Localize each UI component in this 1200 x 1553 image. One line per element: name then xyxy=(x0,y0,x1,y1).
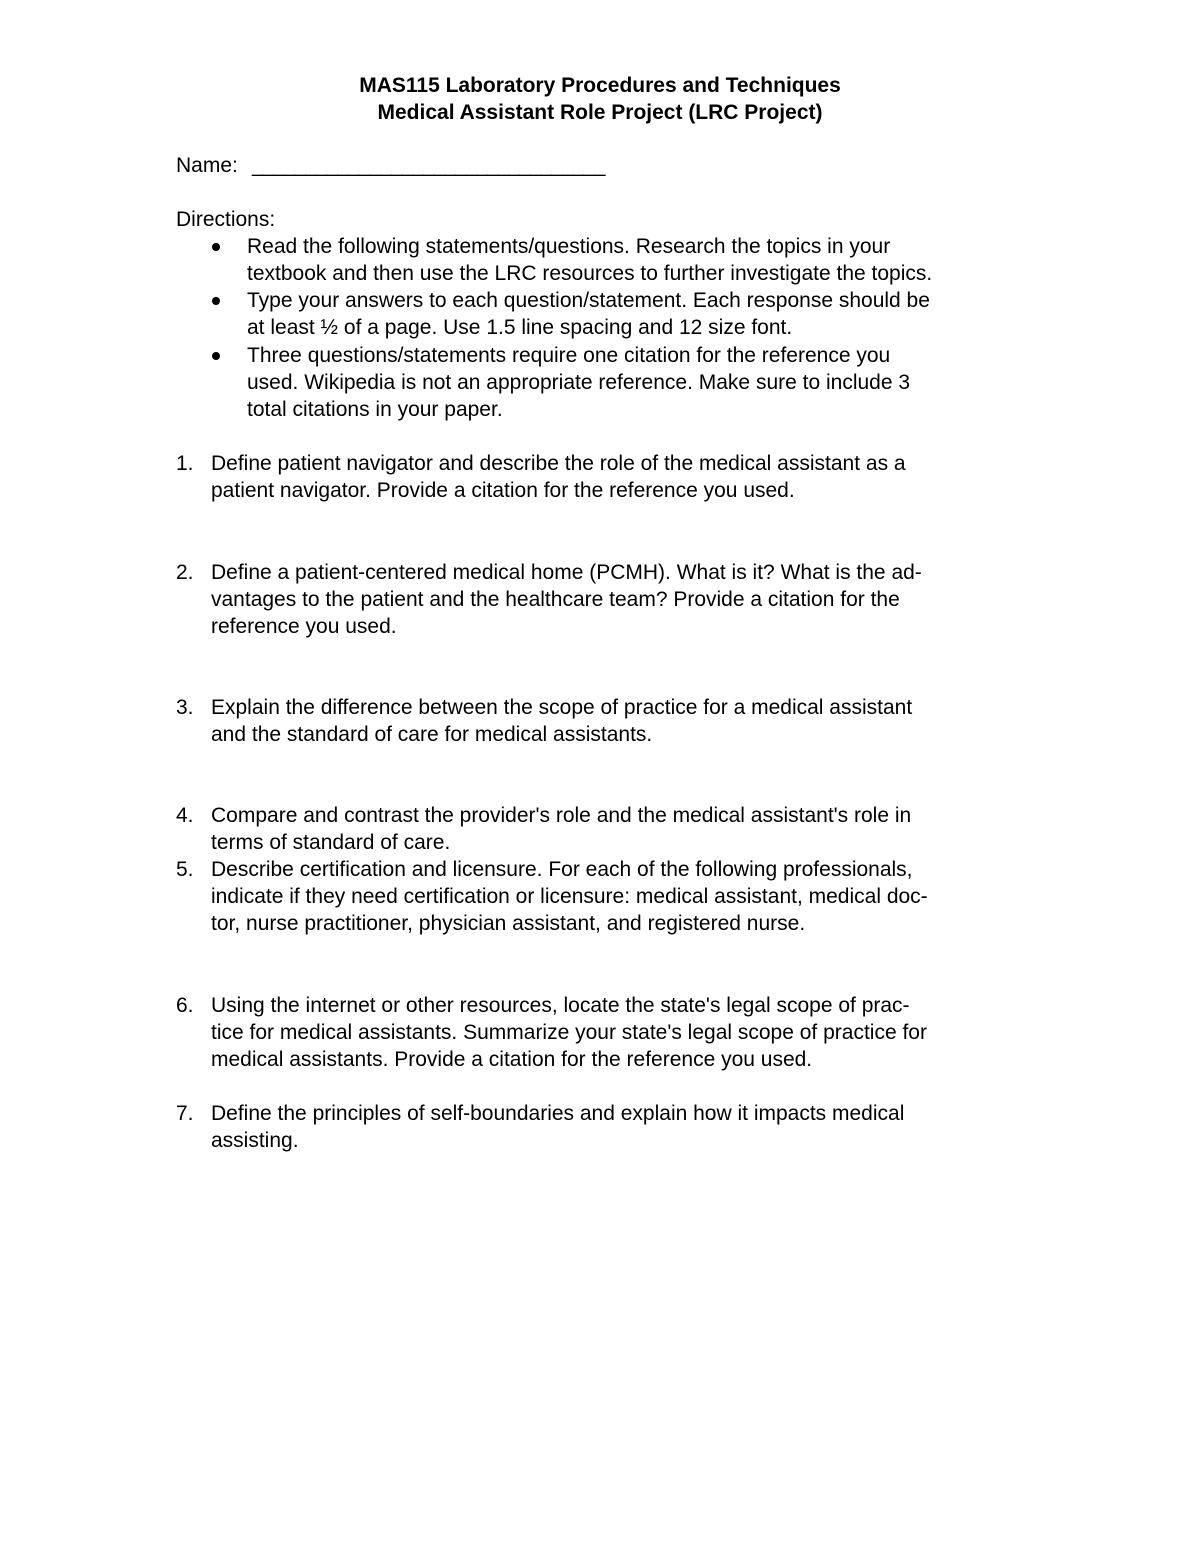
question-5-line-1: Describe certification and licensure. For each of the following professionals, xyxy=(211,858,913,881)
question-5-number: 5. xyxy=(176,858,194,881)
bullet-2-line-1: Type your answers to each question/statement. Each response should be xyxy=(247,289,930,312)
question-6-line-3: medical assistants. Provide a citation for the reference you used. xyxy=(211,1048,813,1071)
question-3-line-2: and the standard of care for medical assistants. xyxy=(211,723,653,746)
question-4-line-2: terms of standard of care. xyxy=(211,831,451,854)
bullet-marker xyxy=(212,243,220,251)
question-6-number: 6. xyxy=(176,994,194,1017)
question-6-line-1: Using the internet or other resources, locate the state's legal scope of prac- xyxy=(211,994,910,1017)
bullet-2-line-2: at least ½ of a page. Use 1.5 line spacing and 12 size font. xyxy=(247,316,793,339)
question-6-line-2: tice for medical assistants. Summarize your state's legal scope of practice for xyxy=(211,1021,927,1044)
bullet-marker xyxy=(212,297,220,305)
question-5-line-3: tor, nurse practitioner, physician assistant, and registered nurse. xyxy=(211,912,806,935)
question-2-line-2: vantages to the patient and the healthcare team? Provide a citation for the xyxy=(211,588,900,611)
question-7-line-2: assisting. xyxy=(211,1129,299,1152)
course-title: MAS115 Laboratory Procedures and Techniques xyxy=(359,74,841,97)
bullet-3-line-2: used. Wikipedia is not an appropriate reference. Make sure to include 3 xyxy=(247,371,911,394)
name-label: Name: xyxy=(176,154,238,177)
question-2-line-1: Define a patient-centered medical home (PCMH). What is it? What is the ad- xyxy=(211,561,922,584)
question-4-number: 4. xyxy=(176,804,194,827)
question-1-line-1: Define patient navigator and describe the role of the medical assistant as a xyxy=(211,452,906,475)
question-3-line-1: Explain the difference between the scope of practice for a medical assistant xyxy=(211,696,913,719)
bullet-marker xyxy=(212,352,220,360)
project-title: Medical Assistant Role Project (LRC Project) xyxy=(377,101,823,124)
question-4-line-1: Compare and contrast the provider's role and the medical assistant's role in xyxy=(211,804,912,827)
bullet-1-line-2: textbook and then use the LRC resources to further investigate the topics. xyxy=(247,262,933,285)
question-2-line-3: reference you used. xyxy=(211,615,397,638)
directions-heading: Directions: xyxy=(176,208,276,231)
bullet-3-line-1: Three questions/statements require one citation for the reference you xyxy=(247,344,891,367)
bullet-3-line-3: total citations in your paper. xyxy=(247,398,503,421)
question-1-number: 1. xyxy=(176,452,194,475)
question-7-number: 7. xyxy=(176,1102,194,1125)
bullet-1-line-1: Read the following statements/questions. Research the topics in your xyxy=(247,235,891,258)
question-3-number: 3. xyxy=(176,696,194,719)
question-1-line-2: patient navigator. Provide a citation for the reference you used. xyxy=(211,479,795,502)
question-7-line-1: Define the principles of self-boundaries and explain how it impacts medical xyxy=(211,1102,905,1125)
question-5-line-2: indicate if they need certification or licensure: medical assistant, medical doc- xyxy=(211,885,928,908)
question-2-number: 2. xyxy=(176,561,194,584)
name-blank-line: _________________________________ xyxy=(252,154,605,177)
